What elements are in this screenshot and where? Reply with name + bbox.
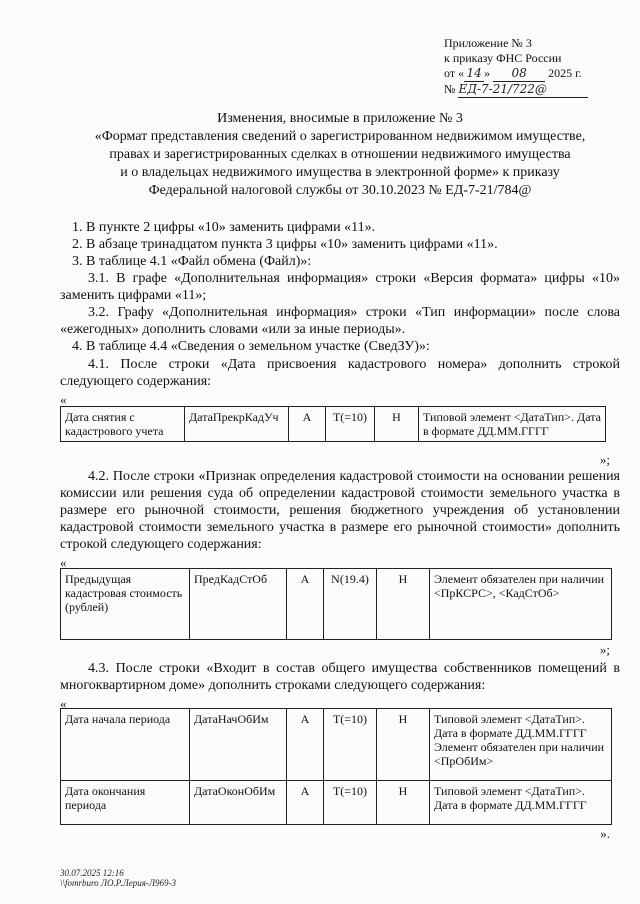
cell-info: Типовой элемент <ДатаТип>. Дата в формате ДД.ММ.ГГГГ bbox=[430, 781, 612, 825]
cell-type: А bbox=[289, 407, 326, 442]
paragraph-1: 1. В пункте 2 цифры «10» заменить цифрами «11». bbox=[72, 220, 376, 235]
inserted-row-table-1 bbox=[60, 406, 606, 442]
header-number: № ЕД-7-21/722@ bbox=[444, 82, 588, 98]
table-row bbox=[61, 407, 606, 442]
paragraph-4-3: 4.3. После строки «Входит в состав общего имущества собственников помещений в многоквартирном доме» дополнить строками следующего содержания: bbox=[60, 661, 620, 693]
cell-format: T(=10) bbox=[324, 781, 377, 825]
cell-required: Н bbox=[375, 407, 419, 442]
cell-required: Н bbox=[377, 709, 430, 781]
date-month-handwritten: 08 bbox=[493, 66, 545, 82]
paragraph-4-1: 4.1. После строки «Дата присвоения кадастрового номера» дополнить строкой следующего содержания: bbox=[60, 357, 620, 389]
cell-tag: ПредКадСтОб bbox=[190, 569, 287, 640]
cell-format: T(=10) bbox=[326, 407, 375, 442]
cell-info: Элемент обязателен при наличии <ПрКСРС>, <КадСтОб> bbox=[430, 569, 612, 640]
cell-tag: ДатаНачОбИм bbox=[190, 709, 287, 781]
title-line-1: Изменения, вносимые в приложение № 3 bbox=[217, 111, 463, 126]
approval-header bbox=[444, 36, 588, 98]
cell-format: T(=10) bbox=[324, 709, 377, 781]
cell-type: А bbox=[287, 709, 324, 781]
paragraph-4: 4. В таблице 4.4 «Сведения о земельном участке (СведЗУ)»: bbox=[72, 339, 430, 354]
footer-timestamp: 30.07.2025 12:16 bbox=[60, 868, 124, 878]
cell-tag: ДатаОконОбИм bbox=[190, 781, 287, 825]
paragraph-4-2: 4.2. После строки «Признак определения кадастровой стоимости на основании решения комиссии или решения суда об определении кадастровой стоимости земельного участка в размере его рыночной стоимости, решения бюджетного учреждения об установлении кадастровой стоимости земельного участка в размере его рыночной стоимости» дополнить строкой следующего содержания: bbox=[60, 469, 620, 552]
quote-close-1: »; bbox=[599, 452, 610, 467]
paragraph-3-1: 3.1. В графе «Дополнительная информация» строки «Версия формата» цифры «10» заменить цифрами «11»; bbox=[60, 271, 620, 303]
paragraph-3-2: 3.2. Графу «Дополнительная информация» строки «Тип информации» после слова «ежегодных» дополнить словами «или за иные периоды». bbox=[60, 305, 620, 337]
inserted-row-table-2 bbox=[60, 568, 612, 640]
cell-required: Н bbox=[377, 569, 430, 640]
cell-element-name: Дата снятия с кадастрового учета bbox=[61, 407, 185, 442]
title-line-5: Федеральной налоговой службы от 30.10.2023 № ЕД-7-21/784@ bbox=[148, 183, 532, 198]
header-date: от « 14 » 08 2025 г. bbox=[444, 66, 582, 80]
paragraph-3: 3. В таблице 4.1 «Файл обмена (Файл)»: bbox=[72, 254, 312, 269]
paragraph-2: 2. В абзаце тринадцатом пункта 3 цифры «10» заменить цифрами «11». bbox=[72, 237, 498, 252]
header-order: к приказу ФНС России bbox=[444, 51, 562, 65]
quote-close-3: ». bbox=[600, 826, 610, 841]
table-row bbox=[61, 569, 612, 640]
cell-type: А bbox=[287, 569, 324, 640]
quote-close-2: »; bbox=[599, 642, 610, 657]
order-number-handwritten: ЕД-7-21/722@ bbox=[458, 82, 588, 98]
date-day-handwritten: 14 bbox=[464, 66, 484, 82]
quote-open-2: « bbox=[60, 555, 67, 570]
quote-open-3: « bbox=[60, 696, 67, 711]
cell-element-name: Дата окончания периода bbox=[61, 781, 190, 825]
inserted-rows-table-3 bbox=[60, 708, 612, 825]
table-row bbox=[61, 781, 612, 825]
cell-element-name: Предыдущая кадастровая стоимость (рублей) bbox=[61, 569, 190, 640]
table-row bbox=[61, 709, 612, 781]
header-appendix: Приложение № 3 bbox=[444, 36, 532, 50]
title-line-2: «Формат представления сведений о зарегистрированном недвижимом имуществе, bbox=[94, 129, 586, 144]
cell-tag: ДатаПрекрКадУч bbox=[185, 407, 289, 442]
cell-required: Н bbox=[377, 781, 430, 825]
cell-info: Типовой элемент <ДатаТип>. Дата в формате ДД.ММ.ГГГГ Элемент обязателен при наличии <ПрОбИм> bbox=[430, 709, 612, 781]
cell-type: А bbox=[287, 781, 324, 825]
footer-stamp bbox=[60, 868, 176, 888]
document-title bbox=[60, 110, 620, 200]
cell-info: Типовой элемент <ДатаТип>. Дата в формате ДД.ММ.ГГГГ bbox=[419, 407, 606, 442]
title-line-3: правах и зарегистрированных сделках в отношении недвижимого имущества bbox=[109, 147, 571, 162]
cell-element-name: Дата начала периода bbox=[61, 709, 190, 781]
cell-format: N(19.4) bbox=[324, 569, 377, 640]
footer-path: \\fomrburo ЛО.Р.Лерия-Л969-3 bbox=[60, 878, 176, 888]
title-line-4: и о владельцах недвижимого имущества в электронной форме» к приказу bbox=[120, 165, 560, 180]
quote-open-1: « bbox=[60, 392, 67, 407]
